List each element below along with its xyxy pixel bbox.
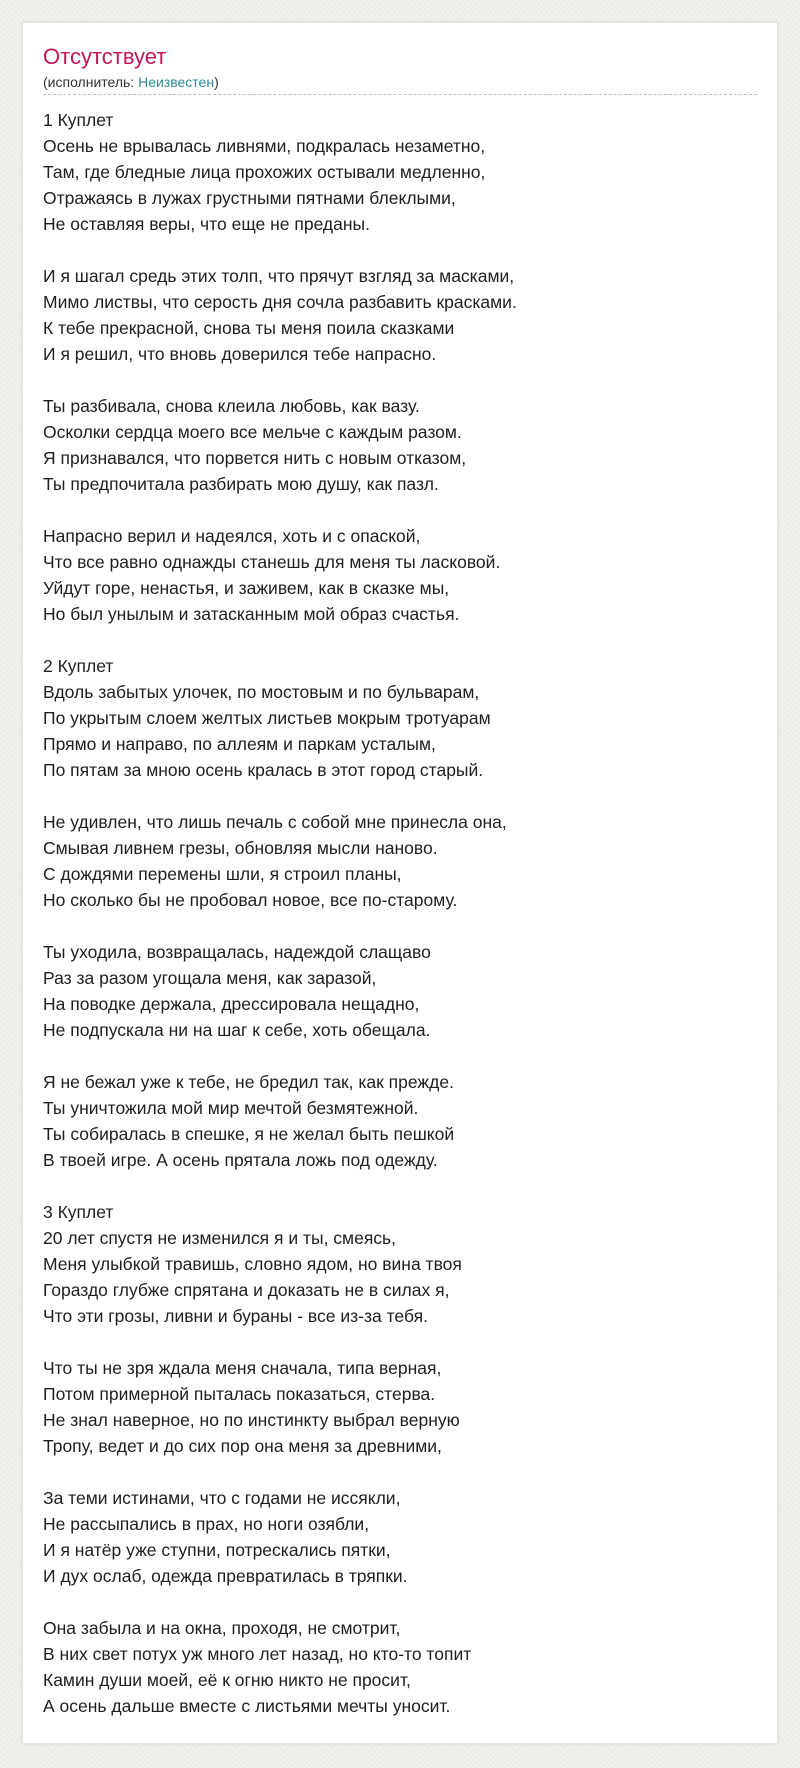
lyrics-stanza [43,653,757,783]
lyrics-line: Вдоль забытых улочек, по мостовым и по бульварам, [43,682,480,702]
lyrics-line: Не рассыпались в прах, но ноги озябли, [43,1514,370,1534]
lyrics-line: Мимо листвы, что серость дня сочла разбавить красками. [43,292,517,312]
lyrics-line: В твоей игре. А осень прятала ложь под одежду. [43,1150,438,1170]
song-title: Отсутствует [43,44,167,69]
lyrics-line: Гораздо глубже спрятана и доказать не в силах я, [43,1280,450,1300]
lyrics-line: И я шагал средь этих толп, что прячут взгляд за масками, [43,266,515,286]
lyrics-line: 2 Куплет [43,656,114,676]
lyrics-line: Что эти грозы, ливни и бураны - все из-за тебя. [43,1306,428,1326]
lyrics-line: Ты уничтожила мой мир мечтой безмятежной. [43,1098,419,1118]
lyrics-line: Осколки сердца моего все мельче с каждым разом. [43,422,462,442]
lyrics-line: По укрытым слоем желтых листьев мокрым тротуарам [43,708,491,728]
lyrics-line: И дух ослаб, одежда превратилась в тряпки. [43,1566,408,1586]
lyrics-line: 1 Куплет [43,110,114,130]
lyrics-line: И я натёр уже ступни, потрескались пятки, [43,1540,391,1560]
lyrics-stanza [43,393,757,497]
lyrics-stanza [43,1485,757,1589]
lyrics-line: Там, где бледные лица прохожих остывали медленно, [43,162,486,182]
lyrics-line: В них свет потух уж много лет назад, но кто-то топит [43,1644,472,1664]
lyrics-line: Ты собиралась в спешке, я не желал быть пешкой [43,1124,455,1144]
lyrics-line: Напрасно верил и надеялся, хоть и с опаской, [43,526,421,546]
lyrics-line: Я не бежал уже к тебе, не бредил так, как прежде. [43,1072,454,1092]
lyrics-line: А осень дальше вместе с листьями мечты уносит. [43,1696,451,1716]
lyrics-line: 3 Куплет [43,1202,114,1222]
lyrics-line: Ты разбивала, снова клеила любовь, как вазу. [43,396,420,416]
lyrics-line: И я решил, что вновь доверился тебе напрасно. [43,344,437,364]
lyrics-line: Прямо и направо, по аллеям и паркам усталым, [43,734,436,754]
lyrics-line: К тебе прекрасной, снова ты меня поила сказками [43,318,455,338]
lyrics-line: Меня улыбкой травишь, словно ядом, но вина твоя [43,1254,462,1274]
lyrics-line: Не знал наверное, но по инстинкту выбрал верную [43,1410,460,1430]
lyrics-card [22,22,778,1744]
lyrics-line: Камин души моей, её к огню никто не просит, [43,1670,411,1690]
lyrics-stanza [43,1199,757,1329]
lyrics-line: Осень не врывалась ливнями, подкралась незаметно, [43,136,486,156]
lyrics-line: Ты уходила, возвращалась, надеждой слащаво [43,942,431,962]
lyrics-line: Отражаясь в лужах грустными пятнами блеклыми, [43,188,456,208]
lyrics-line: Но сколько бы не пробовал новое, все по-старому. [43,890,458,910]
lyrics-stanza [43,1355,757,1459]
lyrics-line: Не подпускала ни на шаг к себе, хоть обещала. [43,1020,431,1040]
lyrics-body [43,107,757,1719]
performer-link[interactable]: Неизвестен [138,74,215,90]
lyrics-stanza [43,523,757,627]
lyrics-stanza [43,939,757,1043]
lyrics-line: За теми истинами, что с годами не иссякли, [43,1488,401,1508]
lyrics-line: 20 лет спустя не изменился я и ты, смеясь, [43,1228,397,1248]
lyrics-line: С дождями перемены шли, я строил планы, [43,864,402,884]
lyrics-line: Но был унылым и затасканным мой образ счастья. [43,604,460,624]
lyrics-line: Тропу, ведет и до сих пор она меня за древними, [43,1436,442,1456]
lyrics-line: Ты предпочитала разбирать мою душу, как пазл. [43,474,439,494]
lyrics-line: Раз за разом угощала меня, как заразой, [43,968,377,988]
performer-suffix: ) [214,74,219,90]
lyrics-line: Уйдут горе, ненастья, и заживем, как в сказке мы, [43,578,450,598]
lyrics-stanza [43,1069,757,1173]
lyrics-stanza [43,107,757,237]
lyrics-line: Потом примерной пыталась показаться, стерва. [43,1384,436,1404]
lyrics-stanza [43,809,757,913]
lyrics-line: Что ты не зря ждала меня сначала, типа верная, [43,1358,442,1378]
lyrics-line: Не удивлен, что лишь печаль с собой мне принесла она, [43,812,507,832]
lyrics-line: Что все равно однажды станешь для меня ты ласковой. [43,552,501,572]
lyrics-line: Я признавался, что порвется нить с новым отказом, [43,448,467,468]
lyrics-line: На поводке держала, дрессировала нещадно, [43,994,420,1014]
lyrics-line: По пятам за мною осень кралась в этот город старый. [43,760,484,780]
lyrics-stanza [43,1615,757,1719]
performer-prefix: (исполнитель: [43,74,139,90]
lyrics-line: Смывая ливнем грезы, обновляя мысли наново. [43,838,438,858]
lyrics-stanza [43,263,757,367]
performer-line [43,73,757,95]
lyrics-line: Она забыла и на окна, проходя, не смотрит, [43,1618,401,1638]
lyrics-line: Не оставляя веры, что еще не преданы. [43,214,370,234]
